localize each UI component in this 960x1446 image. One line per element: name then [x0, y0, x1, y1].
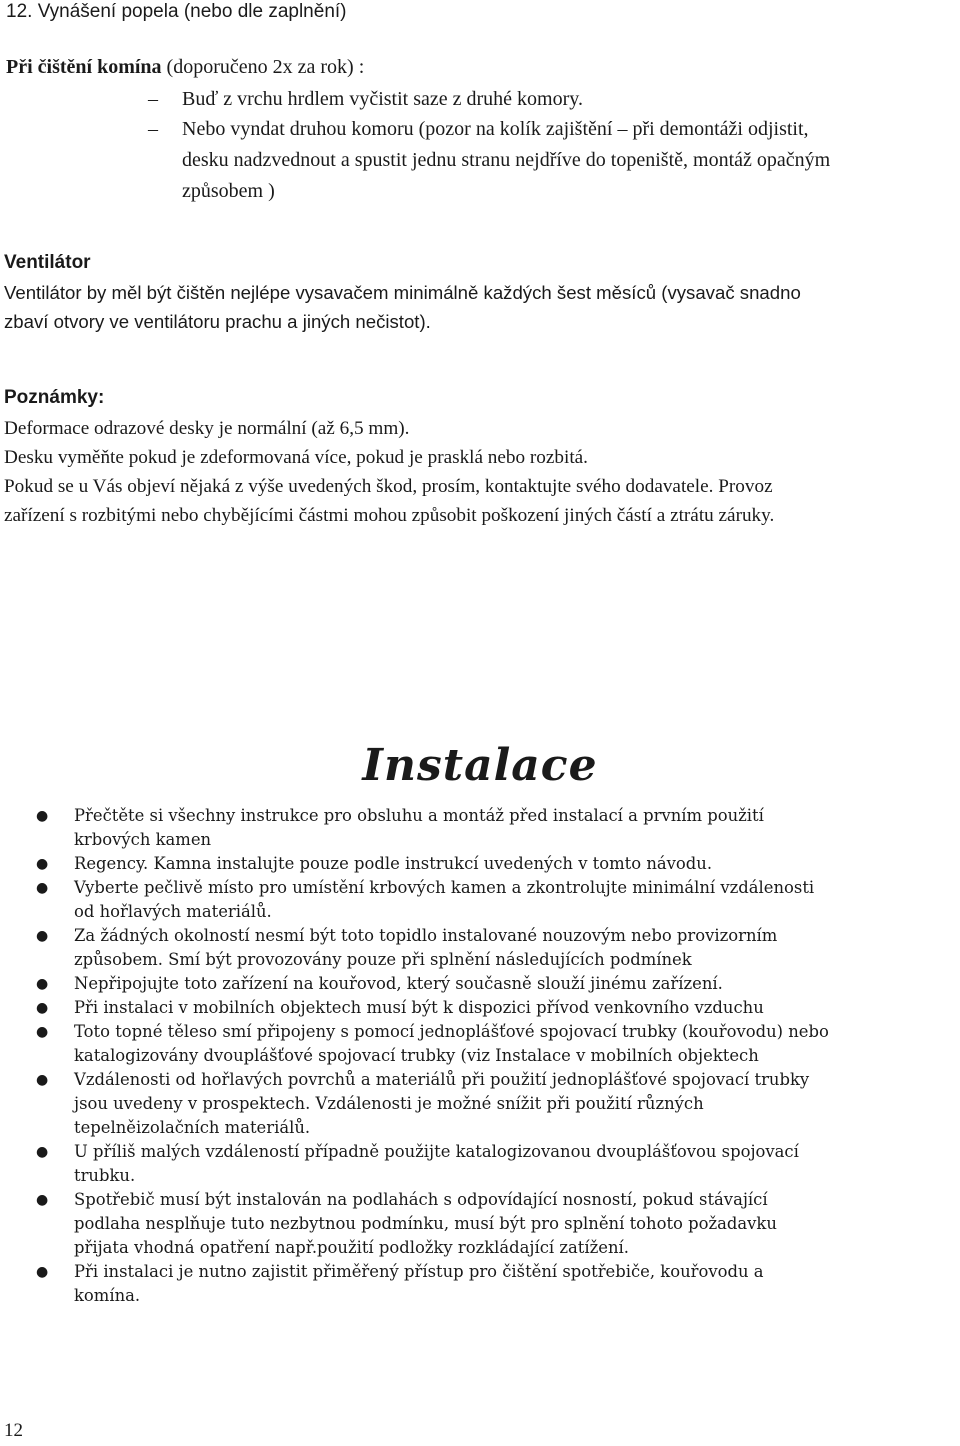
list-line: Za žádných okolností nesmí být toto topidlo instalované nouzovým nebo provizorním	[74, 926, 778, 945]
list-line: Při instalaci je nutno zajistit přiměřený přístup pro čištění spotřebiče, kouřovodu a	[74, 1262, 764, 1281]
list-line: Vyberte pečlivě místo pro umístění krbových kamen a zkontrolujte minimální vzdálenosti	[74, 878, 815, 897]
chimney-step-line: desku nadzvednout a spustit jednu stranu nejdříve do topeniště, montáž opačným	[182, 149, 831, 171]
chimney-title-rest: (doporučeno 2x za rok) :	[161, 56, 365, 78]
list-item	[0, 924, 960, 972]
bullet-icon: ●	[36, 1072, 49, 1088]
list-item	[0, 1068, 960, 1140]
list-item	[0, 1020, 960, 1068]
chimney-cleaning-heading	[6, 56, 364, 79]
list-line: tepelněizolačních materiálů.	[74, 1118, 311, 1137]
bullet-icon: ●	[36, 1144, 49, 1160]
bullet-icon: ●	[36, 1264, 49, 1280]
bullet-icon: ●	[36, 1192, 49, 1208]
dash-marker: –	[148, 88, 158, 110]
bullet-icon: ●	[36, 1000, 49, 1016]
list-line: komína.	[74, 1286, 141, 1305]
list-item	[0, 1260, 960, 1308]
list-item	[0, 804, 960, 852]
ventilator-paragraph	[4, 278, 954, 336]
list-line: způsobem. Smí být provozovány pouze při splnění následujících podmínek	[74, 950, 692, 969]
page-number: 12	[4, 1420, 23, 1441]
bullet-icon: ●	[36, 808, 49, 824]
list-line: Regency. Kamna instalujte pouze podle instrukcí uvedených v tomto návodu.	[74, 854, 713, 873]
list-line: jsou uvedeny v prospektech. Vzdálenosti je možné snížit při použití různých	[74, 1094, 704, 1113]
notes-heading: Poznámky:	[4, 387, 105, 408]
chimney-step-line: Buď z vrchu hrdlem vyčistit saze z druhé komory.	[182, 88, 583, 110]
paragraph-line: Ventilátor by měl být čištěn nejlépe vysavačem minimálně každých šest měsíců (vysavač snadno	[4, 282, 801, 303]
paragraph-line: zařízení s rozbitými nebo chybějícími částmi mohou způsobit poškození jiných částí a ztrátu záruky.	[4, 505, 775, 526]
list-line: Nepřipojujte toto zařízení na kouřovod, který současně slouží jinému zařízení.	[74, 974, 723, 993]
list-line: Při instalaci v mobilních objektech musí být k dispozici přívod venkovního vzduchu	[74, 998, 764, 1017]
bullet-icon: ●	[36, 928, 49, 944]
notes-paragraph	[4, 414, 960, 530]
list-line: U příliš malých vzdáleností případně použijte katalogizovanou dvouplášťovou spojovací	[74, 1142, 799, 1161]
bullet-icon: ●	[36, 856, 49, 872]
bullet-icon: ●	[36, 1024, 49, 1040]
dash-marker: –	[148, 118, 158, 140]
list-line: katalogizovány dvouplášťové spojovací trubky (viz Instalace v mobilních objektech	[74, 1046, 759, 1065]
list-item	[0, 1140, 960, 1188]
chimney-step-line: způsobem )	[182, 180, 275, 202]
installation-list	[0, 804, 960, 1308]
list-item	[0, 852, 960, 876]
chimney-title-bold: Při čištění komína	[6, 56, 162, 78]
chimney-step	[148, 114, 948, 207]
list-line: Spotřebič musí být instalován na podlahách s odpovídající nosností, pokud stávající	[74, 1190, 768, 1209]
ventilator-heading: Ventilátor	[4, 252, 91, 273]
list-item	[0, 1188, 960, 1260]
list-line: Toto topné těleso smí připojeny s pomocí jednoplášťové spojovací trubky (kouřovodu) nebo	[74, 1022, 829, 1041]
chimney-step	[148, 84, 948, 115]
paragraph-line: Pokud se u Vás objeví nějaká z výše uvedených škod, prosím, kontaktujte svého dodavatele. Provoz	[4, 476, 773, 497]
list-line: Přečtěte si všechny instrukce pro obsluhu a montáž před instalací a prvním použití	[74, 806, 764, 825]
bullet-icon: ●	[36, 880, 49, 896]
list-line: Vzdálenosti od hořlavých povrchů a materiálů při použití jednoplášťové spojovací trubky	[74, 1070, 810, 1089]
chimney-step-line: Nebo vyndat druhou komoru (pozor na kolík zajištění – při demontáži odjistit,	[182, 118, 809, 140]
paragraph-line: Deformace odrazové desky je normální (až 6,5 mm).	[4, 418, 410, 439]
installation-title: Instalace	[362, 740, 598, 791]
list-line: podlaha nesplňuje tuto nezbytnou podmínku, musí být pro splnění tohoto požadavku	[74, 1214, 777, 1233]
paragraph-line: Desku vyměňte pokud je zdeformovaná více, pokud je prasklá nebo rozbitá.	[4, 447, 588, 468]
list-line: trubku.	[74, 1166, 136, 1185]
list-line: krbových kamen	[74, 830, 212, 849]
list-item	[0, 876, 960, 924]
list-line: přijata vhodná opatření např.použití podložky rozkládající zatížení.	[74, 1238, 629, 1257]
paragraph-line: zbaví otvory ve ventilátoru prachu a jiných nečistot).	[4, 311, 431, 332]
list-line: od hořlavých materiálů.	[74, 902, 272, 921]
list-item	[0, 972, 960, 996]
section-heading: 12. Vynášení popela (nebo dle zaplnění)	[6, 1, 347, 22]
bullet-icon: ●	[36, 976, 49, 992]
list-item	[0, 996, 960, 1020]
